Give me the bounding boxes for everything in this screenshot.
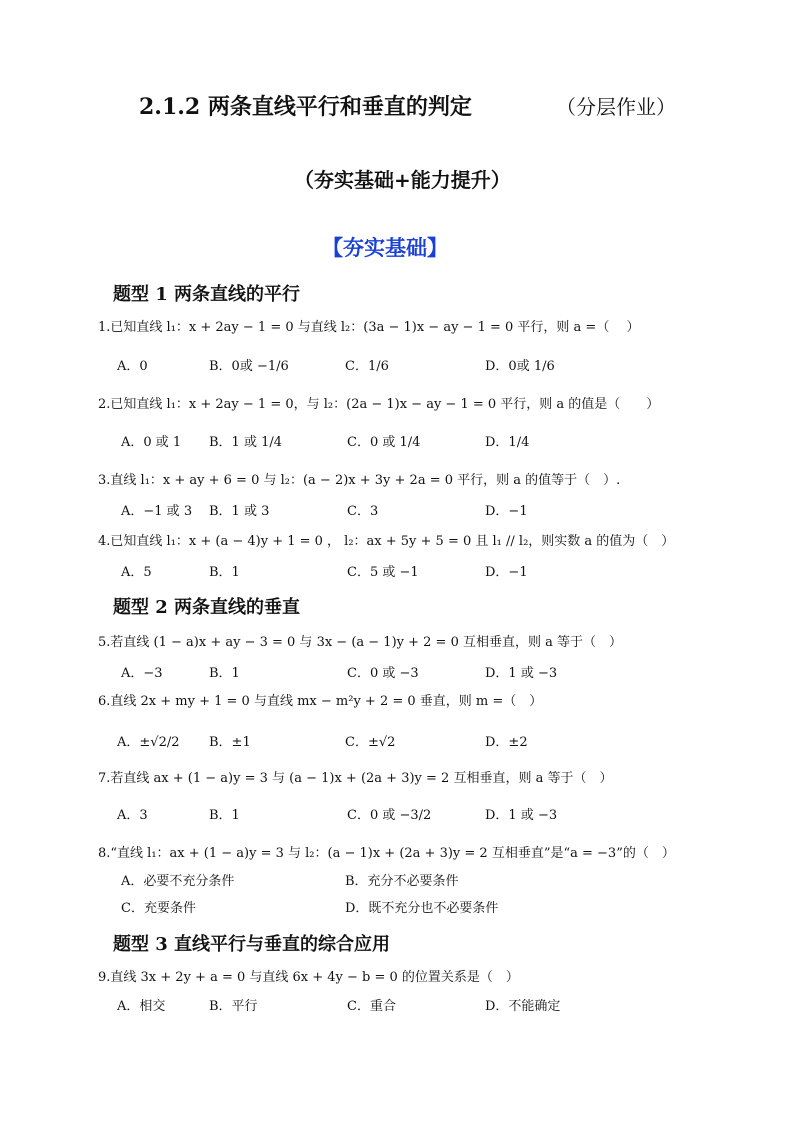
- question-stem: 5.若直线 (1 − a)x + ay − 3 = 0 与 3x − (a − 1)y + 2 = 0 互相垂直，则 a 等于（ ）: [98, 635, 622, 650]
- option: A．−1 或 3: [121, 504, 193, 519]
- option: C．±√2: [345, 735, 396, 750]
- type-heading: 题型 2 两条直线的垂直: [113, 597, 301, 618]
- question-stem: 9.直线 3x + 2y + a = 0 与直线 6x + 4y − b = 0 的位置关系是（ ）: [98, 970, 519, 985]
- question-stem: 8.“直线 l₁：ax + (1 − a)y = 3 与 l₂：(a − 1)x + (2a + 3)y = 2 互相垂直”是“a = −3”的（ ）: [98, 846, 675, 861]
- option: A．0: [117, 359, 148, 374]
- option: A．必要不充分条件: [121, 874, 235, 889]
- type-heading: 题型 3 直线平行与垂直的综合应用: [113, 934, 391, 955]
- question-stem: 6.直线 2x + my + 1 = 0 与直线 mx − m²y + 2 = 0 垂直，则 m =（ ）: [98, 694, 543, 709]
- option: C．1/6: [345, 359, 389, 374]
- option: A．相交: [117, 999, 166, 1014]
- question-stem: 2.已知直线 l₁：x + 2ay − 1 = 0，与 l₂：(2a − 1)x − ay − 1 = 0 平行，则 a 的值是（ ）: [98, 397, 660, 412]
- option: A．−3: [121, 666, 163, 681]
- option: C．重合: [347, 999, 396, 1014]
- option: A．±√2/2: [117, 735, 180, 750]
- type-heading: 题型 1 两条直线的平行: [113, 284, 301, 305]
- option: B．0或 −1/6: [209, 359, 289, 374]
- option: C．0 或 −3/2: [347, 808, 432, 823]
- option: C．3: [347, 504, 379, 519]
- option: C．5 或 −1: [347, 565, 419, 580]
- option: D．既不充分也不必要条件: [345, 901, 499, 916]
- question-stem: 4.已知直线 l₁：x + (a − 4)y + 1 = 0 ， l₂：ax + 5y + 5 = 0 且 l₁ // l₂，则实数 a 的值为（ ）: [98, 534, 675, 549]
- option: C．0 或 1/4: [347, 435, 421, 450]
- option: B．1: [209, 808, 240, 823]
- option: B．平行: [209, 999, 258, 1014]
- option: D．1 或 −3: [485, 666, 558, 681]
- option: B．1: [209, 666, 240, 681]
- section-heading: 【夯实基础】: [322, 235, 448, 260]
- question-stem: 1.已知直线 l₁：x + 2ay − 1 = 0 与直线 l₂：(3a − 1)x − ay − 1 = 0 平行，则 a =（ ）: [98, 320, 640, 335]
- question-stem: 3.直线 l₁：x + ay + 6 = 0 与 l₂：(a − 2)x + 3y + 2a = 0 平行，则 a 的值等于（ ）.: [98, 473, 621, 488]
- option: B．±1: [209, 735, 251, 750]
- option: C．0 或 −3: [347, 666, 419, 681]
- option: A．3: [117, 808, 148, 823]
- option: D．1/4: [485, 435, 530, 450]
- option: D．0或 1/6: [485, 359, 555, 374]
- option: B．1 或 3: [209, 504, 270, 519]
- option: D．1 或 −3: [485, 808, 558, 823]
- title-note: （分层作业）: [556, 95, 676, 119]
- option: D．−1: [485, 504, 528, 519]
- page-subtitle: （夯实基础+能力提升）: [294, 168, 511, 192]
- option: D．不能确定: [485, 999, 561, 1014]
- question-stem: 7.若直线 ax + (1 − a)y = 3 与 (a − 1)x + (2a + 3)y = 2 互相垂直，则 a 等于（ ）: [98, 771, 613, 786]
- option: A．0 或 1: [121, 435, 182, 450]
- option: D．−1: [485, 565, 528, 580]
- option: B．1 或 1/4: [209, 435, 283, 450]
- option: D．±2: [485, 735, 528, 750]
- option: B．充分不必要条件: [345, 874, 459, 889]
- page-title: 2.1.2 两条直线平行和垂直的判定: [139, 94, 472, 120]
- option: C．充要条件: [121, 901, 196, 916]
- option: A．5: [121, 565, 152, 580]
- option: B．1: [209, 565, 240, 580]
